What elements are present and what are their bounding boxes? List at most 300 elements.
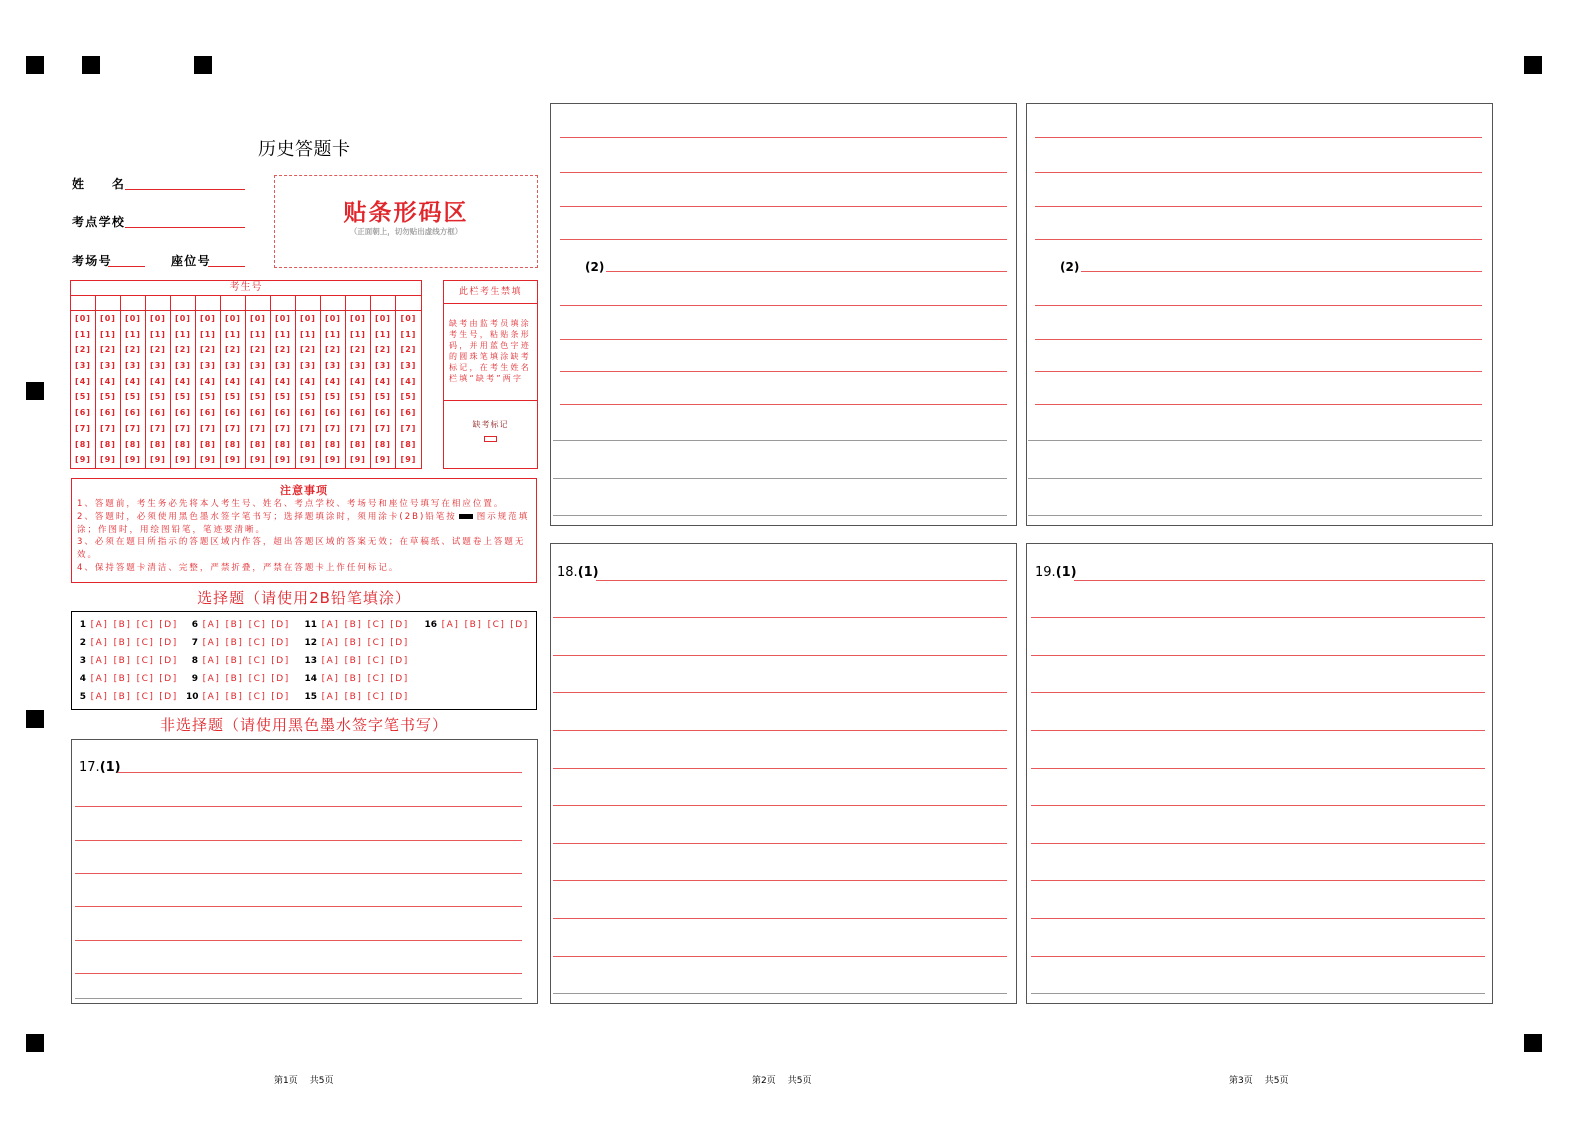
answer-line — [553, 478, 1007, 479]
question-number: 5 — [79, 692, 86, 702]
option-bubble: [B] — [113, 692, 132, 702]
exam-number-bubble: [1] — [196, 327, 221, 343]
restricted-instructions — [444, 304, 537, 401]
choice-question — [186, 691, 292, 703]
seat-underline — [208, 266, 245, 267]
option-bubble: [B] — [344, 692, 363, 702]
exam-number-bubble: [0] — [171, 311, 196, 327]
exam-number-bubble: [9] — [371, 452, 396, 468]
exam-number-bubble: [0] — [346, 311, 371, 327]
answer-line — [1031, 993, 1485, 994]
option-bubble: [D] — [390, 638, 409, 648]
question-part: (1) — [1055, 565, 1077, 580]
room-label: 考场号 — [72, 254, 112, 268]
answer-line — [1035, 239, 1482, 240]
option-bubble: [D] — [390, 656, 409, 666]
exam-number-bubble: [0] — [321, 311, 346, 327]
option-bubble: [B] — [113, 638, 132, 648]
option-bubble: [D] — [510, 620, 529, 630]
exam-number-write-cell — [196, 296, 221, 310]
exam-number-bubble: [2] — [271, 342, 296, 358]
exam-number-bubble: [1] — [171, 327, 196, 343]
exam-number-write-cell — [96, 296, 121, 310]
exam-number-bubble: [6] — [371, 405, 396, 421]
option-bubble: [D] — [271, 638, 290, 648]
answer-line — [1074, 580, 1485, 581]
exam-number-write-cell — [296, 296, 321, 310]
notice-items — [77, 498, 534, 575]
question-number: 4 — [79, 674, 86, 684]
answer-line — [75, 806, 522, 807]
answer-line — [560, 239, 1007, 240]
exam-number-bubble: [4] — [196, 374, 221, 390]
exam-number-bubble: [3] — [196, 358, 221, 374]
registration-mark — [26, 382, 44, 400]
exam-number-bubble: [7] — [196, 421, 221, 437]
notice-item — [77, 511, 534, 537]
exam-number-bubble: [2] — [121, 342, 146, 358]
option-bubble: [C] — [248, 620, 267, 630]
option-bubble: [C] — [487, 620, 506, 630]
exam-number-write-row — [71, 296, 421, 311]
option-bubble: [D] — [159, 638, 178, 648]
exam-number-bubble: [1] — [346, 327, 371, 343]
page-total-label: 共5页 — [1264, 1076, 1289, 1086]
answer-line — [75, 906, 522, 907]
exam-number-bubble: [4] — [121, 374, 146, 390]
answer-line — [560, 305, 1007, 306]
option-bubble: [A] — [321, 674, 340, 684]
exam-number-bubble: [9] — [346, 452, 371, 468]
registration-mark — [194, 56, 212, 74]
option-bubble: [B] — [225, 674, 244, 684]
restricted-instructions-text: 缺考由监考员填涂考生号，粘贴条形码，并用蓝色字迹的圆珠笔填涂缺考标记，在考生姓名栏填“缺考”两字 — [449, 319, 531, 383]
option-bubble: [A] — [202, 692, 221, 702]
answer-line — [75, 873, 522, 874]
exam-number-bubble: [1] — [221, 327, 246, 343]
exam-number-write-cell — [146, 296, 171, 310]
barcode-note: （正面朝上，切勿贴出虚线方框） — [349, 227, 463, 236]
question-number: 7 — [191, 638, 198, 648]
answer-line — [1031, 730, 1485, 731]
exam-number-bubble: [8] — [71, 437, 96, 453]
option-bubble: [D] — [159, 674, 178, 684]
seat-label: 座位号 — [171, 254, 211, 268]
answer-line — [1028, 440, 1482, 441]
answer-line — [560, 172, 1007, 173]
exam-number-bubble: [5] — [271, 389, 296, 405]
answer-line — [553, 655, 1007, 656]
exam-number-bubble: [2] — [346, 342, 371, 358]
answer-line — [560, 404, 1007, 405]
exam-number-bubble: [7] — [221, 421, 246, 437]
question-number: 10 — [186, 692, 199, 702]
answer-line — [596, 580, 1007, 581]
question-number: 6 — [191, 620, 198, 630]
exam-number-bubble: [4] — [346, 374, 371, 390]
school-underline — [125, 227, 245, 228]
choice-question — [303, 637, 411, 649]
exam-number-bubble: [6] — [400, 408, 417, 418]
exam-number-bubble: [1] — [296, 327, 321, 343]
answer-line — [553, 880, 1007, 881]
exam-number-bubble: [6] — [71, 405, 96, 421]
question-number: 2 — [79, 638, 86, 648]
registration-mark — [1524, 1034, 1542, 1052]
option-bubble: [D] — [159, 692, 178, 702]
nonchoice-section-title: 非选择题（请使用黑色墨水签字笔书写） — [159, 716, 448, 734]
option-bubble: [A] — [321, 656, 340, 666]
option-bubble: [A] — [441, 620, 460, 630]
choice-question — [76, 637, 180, 649]
exam-number-bubble: [2] — [296, 342, 321, 358]
exam-number-bubble: [3] — [171, 358, 196, 374]
answer-line — [75, 940, 522, 941]
exam-number-bubble: [4] — [96, 374, 121, 390]
question-number: 11 — [304, 620, 317, 630]
answer-line — [118, 772, 522, 773]
option-bubble: [A] — [202, 656, 221, 666]
registration-mark — [82, 56, 100, 74]
option-bubble: [C] — [367, 692, 386, 702]
page-total-label: 共5页 — [787, 1076, 812, 1086]
notice-item-text: 图示规范填涂；作图时，用绘图铅笔，笔迹要清晰。 — [77, 511, 530, 535]
answer-line — [553, 440, 1007, 441]
exam-number-header: 考生号 — [71, 281, 421, 296]
option-bubble: [B] — [344, 638, 363, 648]
exam-number-write-cell — [396, 296, 421, 310]
option-bubble: [D] — [390, 692, 409, 702]
question-label — [1035, 565, 1077, 581]
answer-line — [1031, 617, 1485, 618]
question-part: (2) — [585, 260, 605, 274]
answer-line — [553, 515, 1007, 516]
answer-line — [75, 998, 522, 999]
barcode-area — [274, 175, 538, 268]
question-number: 12 — [304, 638, 317, 648]
exam-number-bubble: [4] — [171, 374, 196, 390]
question-number: 9 — [191, 674, 198, 684]
answer-box-q19 — [1026, 543, 1493, 1004]
exam-number-bubble: [6] — [221, 405, 246, 421]
option-bubble: [D] — [159, 620, 178, 630]
exam-number-bubble: [4] — [71, 374, 96, 390]
option-bubble: [B] — [344, 674, 363, 684]
option-bubble: [D] — [271, 620, 290, 630]
answer-box-q18 — [550, 543, 1017, 1004]
exam-number-bubble: [7] — [371, 421, 396, 437]
exam-number-write-cell — [346, 296, 371, 310]
page-number-label: 第2页 — [752, 1076, 776, 1086]
page-number-label: 第3页 — [1229, 1076, 1253, 1086]
exam-number-write-cell — [246, 296, 271, 310]
exam-number-bubble: [1] — [271, 327, 296, 343]
absent-mark-bubble — [484, 436, 497, 442]
exam-number-bubble: [8] — [321, 437, 346, 453]
registration-mark — [26, 56, 44, 74]
answer-line — [1035, 305, 1482, 306]
option-bubble: [C] — [367, 620, 386, 630]
choice-question — [303, 619, 411, 631]
option-bubble: [A] — [321, 620, 340, 630]
question-part: (2) — [1060, 260, 1080, 274]
option-bubble: [B] — [225, 692, 244, 702]
exam-number-bubble: [7] — [271, 421, 296, 437]
exam-number-bubble: [7] — [296, 421, 321, 437]
exam-number-write-cell — [171, 296, 196, 310]
notice-item: 4、保持答题卡清洁、完整，严禁折叠，严禁在答题卡上作任何标记。 — [77, 562, 400, 573]
option-bubble: [C] — [136, 620, 155, 630]
answer-line — [1031, 805, 1485, 806]
answer-line — [75, 840, 522, 841]
exam-number-bubble: [2] — [246, 342, 271, 358]
notice-item: 3、必须在题目所指示的答题区域内作答，超出答题区域的答案无效；在草稿纸、试题卷上答题无效。 — [77, 537, 526, 561]
answer-line — [1031, 918, 1485, 919]
question-part: (1) — [577, 565, 599, 580]
option-bubble: [C] — [367, 674, 386, 684]
exam-number-bubble: [5] — [400, 392, 417, 402]
exam-number-bubble: [2] — [321, 342, 346, 358]
option-bubble: [A] — [90, 638, 109, 648]
exam-number-bubble: [3] — [96, 358, 121, 374]
absent-mark-area — [444, 401, 537, 466]
option-bubble: [D] — [271, 656, 290, 666]
exam-number-bubble: [6] — [321, 405, 346, 421]
option-bubble: [B] — [225, 620, 244, 630]
option-bubble: [D] — [271, 692, 290, 702]
answer-line — [553, 617, 1007, 618]
exam-number-bubble: [9] — [96, 452, 121, 468]
answer-line — [553, 956, 1007, 957]
exam-number-bubble: [1] — [400, 329, 417, 339]
answer-box-page2-upper — [550, 103, 1017, 526]
answer-line — [1031, 956, 1485, 957]
option-bubble: [A] — [202, 674, 221, 684]
exam-number-bubble: [7] — [121, 421, 146, 437]
exam-number-bubble: [1] — [246, 327, 271, 343]
exam-number-bubble: [4] — [246, 374, 271, 390]
exam-number-bubble: [8] — [96, 437, 121, 453]
option-bubble: [A] — [202, 620, 221, 630]
answer-line — [553, 918, 1007, 919]
exam-number-bubble: [3] — [321, 358, 346, 374]
answer-line — [1035, 206, 1482, 207]
exam-number-bubble: [0] — [296, 311, 321, 327]
question-number: 8 — [191, 656, 198, 666]
option-bubble: [B] — [464, 620, 483, 630]
exam-number-bubble: [1] — [96, 327, 121, 343]
question-label — [557, 565, 599, 581]
page-footer — [274, 1076, 333, 1087]
exam-number-bubble: [3] — [371, 358, 396, 374]
answer-line — [553, 768, 1007, 769]
option-bubble: [C] — [136, 692, 155, 702]
option-bubble: [A] — [90, 692, 109, 702]
answer-line — [1035, 137, 1482, 138]
exam-number-bubble: [3] — [146, 358, 171, 374]
exam-number-bubble: [4] — [296, 374, 321, 390]
question-number: 13 — [304, 656, 317, 666]
exam-number-bubble: [7] — [71, 421, 96, 437]
exam-number-bubble: [6] — [146, 405, 171, 421]
exam-number-bubble: [5] — [346, 389, 371, 405]
choice-section-title: 选择题（请使用2B铅笔填涂） — [197, 589, 411, 607]
page-number-label: 第1页 — [274, 1076, 298, 1086]
exam-number-bubble: [3] — [271, 358, 296, 374]
option-bubble: [B] — [113, 656, 132, 666]
exam-number-bubble: [8] — [196, 437, 221, 453]
registration-mark — [26, 710, 44, 728]
exam-number-bubble: [0] — [146, 311, 171, 327]
exam-number-bubble: [5] — [321, 389, 346, 405]
option-bubble: [A] — [321, 638, 340, 648]
registration-mark — [1524, 56, 1542, 74]
exam-number-bubble: [3] — [71, 358, 96, 374]
sheet-title: 历史答题卡 — [258, 139, 351, 160]
answer-line — [1031, 768, 1485, 769]
choice-question — [303, 655, 411, 667]
option-bubble: [B] — [225, 638, 244, 648]
answer-box-q17 — [71, 739, 538, 1004]
option-bubble: [D] — [390, 620, 409, 630]
exam-number-bubble: [5] — [121, 389, 146, 405]
question-label — [79, 760, 121, 776]
answer-line — [1081, 271, 1482, 272]
exam-number-bubble: [8] — [271, 437, 296, 453]
choice-question — [76, 619, 180, 631]
exam-number-bubble: [0] — [271, 311, 296, 327]
choice-question — [186, 619, 292, 631]
notice-box — [71, 478, 537, 583]
exam-number-bubble: [3] — [121, 358, 146, 374]
option-bubble: [C] — [248, 656, 267, 666]
choice-question — [186, 673, 292, 685]
option-bubble: [B] — [225, 656, 244, 666]
exam-number-bubble: [0] — [371, 311, 396, 327]
exam-number-bubble: [8] — [221, 437, 246, 453]
answer-line — [606, 271, 1007, 272]
exam-number-bubble: [5] — [71, 389, 96, 405]
notice-item-text: 2、答题时，必须使用黑色墨水签字笔书写；选择题填涂时，须用涂卡(2B)铅笔按 — [77, 511, 457, 522]
restricted-header: 此栏考生禁填 — [444, 281, 537, 304]
exam-number-bubble: [0] — [121, 311, 146, 327]
exam-number-bubble: [3] — [346, 358, 371, 374]
exam-number-bubble: [3] — [296, 358, 321, 374]
choice-question — [76, 673, 180, 685]
exam-number-bubble: [8] — [146, 437, 171, 453]
answer-line — [1031, 880, 1485, 881]
exam-number-bubble: [8] — [346, 437, 371, 453]
answer-line — [560, 206, 1007, 207]
option-bubble: [D] — [390, 674, 409, 684]
exam-number-bubble: [7] — [146, 421, 171, 437]
choice-question — [186, 637, 292, 649]
exam-number-write-cell — [71, 296, 96, 310]
question-number: 3 — [79, 656, 86, 666]
exam-number-bubble: [3] — [221, 358, 246, 374]
exam-number-bubble: [6] — [121, 405, 146, 421]
option-bubble: [B] — [113, 674, 132, 684]
choice-question — [303, 691, 411, 703]
page-footer — [1229, 1076, 1288, 1087]
answer-box-page3-upper — [1026, 103, 1493, 526]
page-footer — [752, 1076, 811, 1087]
exam-number-bubble: [8] — [171, 437, 196, 453]
answer-line — [1031, 655, 1485, 656]
option-bubble: [C] — [248, 638, 267, 648]
exam-number-bubble: [9] — [321, 452, 346, 468]
answer-line — [1035, 404, 1482, 405]
exam-number-bubble: [0] — [221, 311, 246, 327]
barcode-title: 贴条形码区 — [343, 200, 469, 226]
question-number: 16 — [424, 620, 437, 630]
exam-number-bubble: [0] — [96, 311, 121, 327]
exam-number-write-cell — [221, 296, 246, 310]
choice-question — [422, 619, 531, 631]
exam-number-write-cell — [321, 296, 346, 310]
exam-number-bubble: [6] — [346, 405, 371, 421]
exam-number-bubble: [4] — [400, 376, 417, 386]
question-number: 19. — [1035, 565, 1056, 580]
exam-number-bubble: [0] — [71, 311, 96, 327]
exam-number-bubble: [5] — [221, 389, 246, 405]
exam-number-bubble: [2] — [371, 342, 396, 358]
filled-bubble-example-icon — [459, 514, 473, 519]
exam-number-bubble: [0] — [400, 314, 417, 323]
registration-mark — [26, 1034, 44, 1052]
exam-number-grid — [70, 280, 422, 469]
answer-line — [1035, 172, 1482, 173]
exam-number-bubble: [6] — [96, 405, 121, 421]
question-number: 15 — [304, 692, 317, 702]
answer-line — [1035, 339, 1482, 340]
exam-number-bubble: [7] — [400, 423, 417, 433]
option-bubble: [C] — [248, 674, 267, 684]
exam-number-bubble: [4] — [321, 374, 346, 390]
answer-line — [1031, 692, 1485, 693]
question-number: 14 — [304, 674, 317, 684]
exam-number-bubbles — [71, 311, 421, 468]
exam-number-bubble: [2] — [400, 345, 417, 355]
option-bubble: [C] — [367, 638, 386, 648]
exam-number-bubble: [2] — [196, 342, 221, 358]
answer-line — [553, 993, 1007, 994]
exam-number-bubble: [4] — [271, 374, 296, 390]
option-bubble: [A] — [90, 674, 109, 684]
answer-line — [553, 692, 1007, 693]
answer-line — [560, 137, 1007, 138]
exam-number-bubble: [9] — [271, 452, 296, 468]
exam-number-bubble: [4] — [146, 374, 171, 390]
exam-number-bubble: [2] — [171, 342, 196, 358]
exam-number-bubble: [9] — [196, 452, 221, 468]
exam-number-bubble: [7] — [346, 421, 371, 437]
exam-number-bubble: [9] — [171, 452, 196, 468]
exam-number-bubble: [1] — [371, 327, 396, 343]
exam-number-bubble: [1] — [71, 327, 96, 343]
exam-number-bubble: [2] — [146, 342, 171, 358]
exam-number-bubble: [0] — [246, 311, 271, 327]
exam-number-bubble: [5] — [246, 389, 271, 405]
question-number: 18. — [557, 565, 578, 580]
notice-item: 1、答题前，考生务必先将本人考生号、姓名、考点学校、考场号和座位号填写在相应位置。 — [77, 499, 505, 509]
option-bubble: [A] — [90, 620, 109, 630]
answer-line — [75, 973, 522, 974]
exam-number-write-cell — [121, 296, 146, 310]
exam-number-bubble: [5] — [296, 389, 321, 405]
exam-number-bubble: [7] — [171, 421, 196, 437]
exam-number-bubble: [6] — [271, 405, 296, 421]
